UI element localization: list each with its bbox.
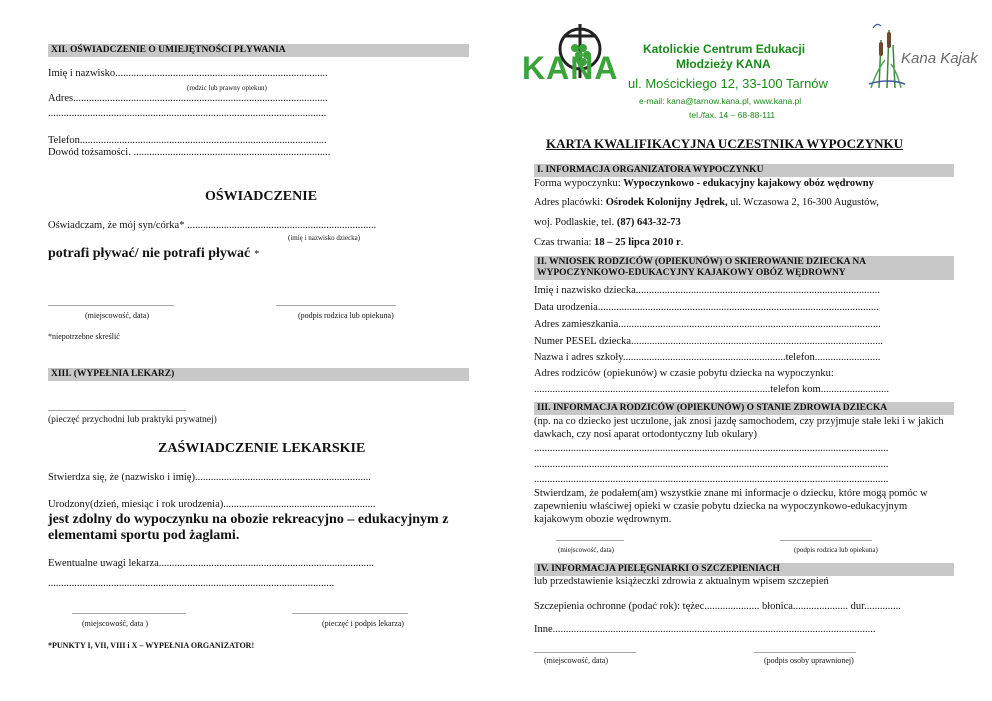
section-1-header: I. INFORMACJA ORGANIZATORA WYPOCZYNKU xyxy=(534,164,954,177)
clinic-stamp-field[interactable]: ..................................................................... xyxy=(48,404,186,413)
guardian-id-field[interactable]: Dowód tożsamości. ........................................................................... xyxy=(48,147,331,158)
duration-period: . xyxy=(680,237,684,248)
parents-address-field[interactable]: ..........................................................................................telefon kom.......................... xyxy=(534,384,889,395)
vaccination-field[interactable]: Szczepienia ochronne (podać rok): tężec..................... błonica..................... dur.............. xyxy=(534,601,901,612)
clinic-stamp-hint: (pieczęć przychodni lub praktyki prywatnej) xyxy=(48,415,217,425)
child-birth-date-field[interactable]: Data urodzenia........................................................................................................... xyxy=(534,302,879,313)
org-name-line-1: Katolickie Centrum Edukacji xyxy=(643,42,806,56)
section-2-header: II. WNIOSEK RODZICÓW (OPIEKUNÓW) O SKIEROWANIE DZIECKA NA WYPOCZYNKOWO-EDUKACYJNY KAJAKOWY OBÓZ WĘDROWNY xyxy=(534,256,954,280)
guardian-address-field[interactable]: Adres................................................................................................. xyxy=(48,93,328,104)
card-title: KARTA KWALIFIKACYJNA UCZESTNIKA WYPOCZYNKU xyxy=(546,136,903,151)
parent-place-date-hint: (miejscowość, data) xyxy=(558,546,614,554)
duration-label: Czas trwania: xyxy=(534,237,595,248)
org-email: e-mail: kana@tarnow.kana.pl, www.kana.pl xyxy=(639,96,802,106)
kana-logo-text: KANA xyxy=(522,50,619,86)
swim-ability-star: * xyxy=(254,249,260,260)
form-of-rest-label: Forma wypoczynku: xyxy=(534,178,624,189)
nurse-place-date-field[interactable]: ................................................... xyxy=(534,646,636,655)
doctor-remarks-field[interactable]: Ewentualne uwagi lekarza.................................................................................. xyxy=(48,558,375,569)
swim-ability-text: potrafi pływać/ nie potrafi pływać xyxy=(48,246,251,261)
health-instructions: (np. na co dziecko jest uczulone, jak znosi jazdę samochodem, czy przyjmuje stałe leki i w jakich dawkach, czy nosi aparat ortodontyczny lub okulary) xyxy=(534,416,944,440)
health-field-2[interactable]: ....................................................................................................................................... xyxy=(534,459,889,470)
form-of-rest xyxy=(534,178,874,189)
school-field[interactable]: Nazwa i adres szkoły..............................................................telefon......................... xyxy=(534,352,881,363)
doctor-remarks-field-2[interactable]: ............................................................................................................. xyxy=(48,578,335,589)
patient-name-field[interactable]: Stwierdza się, że (nazwisko i imię)................................................................... xyxy=(48,472,371,483)
child-name-field[interactable]: Imię i nazwisko dziecka............................................................................................. xyxy=(534,285,880,296)
swim-parent-signature-field[interactable]: ............................................................ xyxy=(276,299,396,308)
section-13-header: XIII. (WYPEŁNIA LEKARZ) xyxy=(48,368,469,381)
nurse-signature-hint: (podpis osoby uprawnionej) xyxy=(764,656,854,665)
doctor-place-date-field[interactable]: ......................................................... xyxy=(72,607,186,616)
duration-value: 18 – 25 lipca 2010 r xyxy=(594,237,681,248)
org-name-line-2: Młodzieży KANA xyxy=(676,57,771,71)
facility-region xyxy=(534,217,681,228)
swim-place-date-hint: (miejscowość, data) xyxy=(85,311,149,320)
parent-signature-field[interactable]: .............................................. xyxy=(780,534,872,543)
doctor-signature-hint: (pieczęć i podpis lekarza) xyxy=(322,619,404,628)
facility-name: Ośrodek Kolonijny Jędrek, xyxy=(605,197,728,208)
other-vaccination-field[interactable]: Inne........................................................................................................................... xyxy=(534,624,876,635)
medical-certificate-title: ZAŚWIADCZENIE LEKARSKIE xyxy=(158,441,366,456)
parent-place-date-field[interactable]: .................................. xyxy=(556,534,624,543)
doctor-signature-field[interactable]: .......................................................... xyxy=(292,607,408,616)
organizer-footer-note: *PUNKTY I, VII, VIII i X – WYPEŁNIA ORGANIZATOR! xyxy=(48,641,255,650)
parent-signature-hint: (podpis rodzica lub opiekuna) xyxy=(794,546,878,554)
doctor-place-date-hint: (miejscowość, data ) xyxy=(82,619,148,628)
oswiadczenie-title: OŚWIADCZENIE xyxy=(205,189,318,204)
parents-address-label: Adres rodziców (opiekunów) w czasie pobytu dziecka na wypoczynku: xyxy=(534,368,834,379)
swim-parent-signature-hint: (podpis rodzica lub opiekuna) xyxy=(298,311,394,320)
child-residence-field[interactable]: Adres zamieszkania.................................................................................................... xyxy=(534,319,881,330)
org-address: ul. Mościckiego 12, 33-100 Tarnów xyxy=(628,76,828,91)
facility-address-rest: ul. Wczasowa 2, 16-300 Augustów, xyxy=(727,197,879,208)
guardian-phone-field[interactable]: Telefon.............................................................................................. xyxy=(48,135,327,146)
fitness-statement: jest zdolny do wypoczynku na obozie rekreacyjno – edukacyjnym z elementami sportu pod żaglami. xyxy=(48,512,449,543)
duration xyxy=(534,237,683,248)
form-of-rest-value: Wypoczynkowo - edukacyjny kajakowy obóz wędrowny xyxy=(623,178,874,189)
strike-out-note: *niepotrzebne skreślić xyxy=(48,332,120,341)
section-4-header: IV. INFORMACJA PIELĘGNIARKI O SZCZEPIENIACH xyxy=(534,563,954,576)
facility-address xyxy=(534,197,879,208)
guardian-name-hint: (rodzic lub prawny opiekun) xyxy=(187,84,267,92)
parent-confirmation-text: Stwierdzam, że podałem(am) wszystkie znane mi informacje o dziecku, które mogą pomóc w zapewnieniu właściwej opieki w czasie pobytu dziecka na wypoczynkowo-edukacyjnym kajakowym obozie wędrownym. xyxy=(534,488,928,525)
swim-ability-statement xyxy=(48,244,259,262)
right-page xyxy=(496,0,992,701)
facility-address-label: Adres placówki: xyxy=(534,197,606,208)
declaration-field[interactable]: Oświadczam, że mój syn/córka* ........................................................................ xyxy=(48,220,377,231)
health-field-3[interactable]: ....................................................................................................................................... xyxy=(534,474,889,485)
kana-logo xyxy=(520,22,624,84)
kana-kajak-logo xyxy=(867,20,979,90)
org-phone: tel./fax. 14 – 68-88-111 xyxy=(689,110,776,120)
facility-region-label: woj. Podlaskie, tel. xyxy=(534,217,617,228)
guardian-name-field[interactable]: Imię i nazwisko................................................................................. xyxy=(48,68,328,79)
patient-birth-field[interactable]: Urodzony(dzień, miesiąc i rok urodzenia).......................................................... xyxy=(48,499,376,510)
nurse-place-date-hint: (miejscowość, data) xyxy=(544,656,608,665)
guardian-address-field-2[interactable]: .......................................................................................................... xyxy=(48,108,327,119)
child-pesel-field[interactable]: Numer PESEL dziecka................................................................................................ xyxy=(534,336,883,347)
section-12-header: XII. OŚWIADCZENIE O UMIEJĘTNOŚCI PŁYWANIA xyxy=(48,44,469,57)
nurse-signature-field[interactable]: ................................................... xyxy=(754,646,856,655)
declaration-hint: (imię i nazwisko dziecka) xyxy=(288,234,361,242)
swim-place-date-field[interactable]: ............................................................... xyxy=(48,299,174,308)
facility-phone: (87) 643-32-73 xyxy=(616,217,681,228)
vaccination-intro: lub przedstawienie książeczki zdrowia z aktualnym wpisem szczepień xyxy=(534,576,829,587)
section-3-header: III. INFORMACJA RODZICÓW (OPIEKUNÓW) O STANIE ZDROWIA DZIECKA xyxy=(534,402,954,415)
kana-kajak-text: Kana Kajak xyxy=(901,50,978,67)
health-field-1[interactable]: ....................................................................................................................................... xyxy=(534,443,889,454)
